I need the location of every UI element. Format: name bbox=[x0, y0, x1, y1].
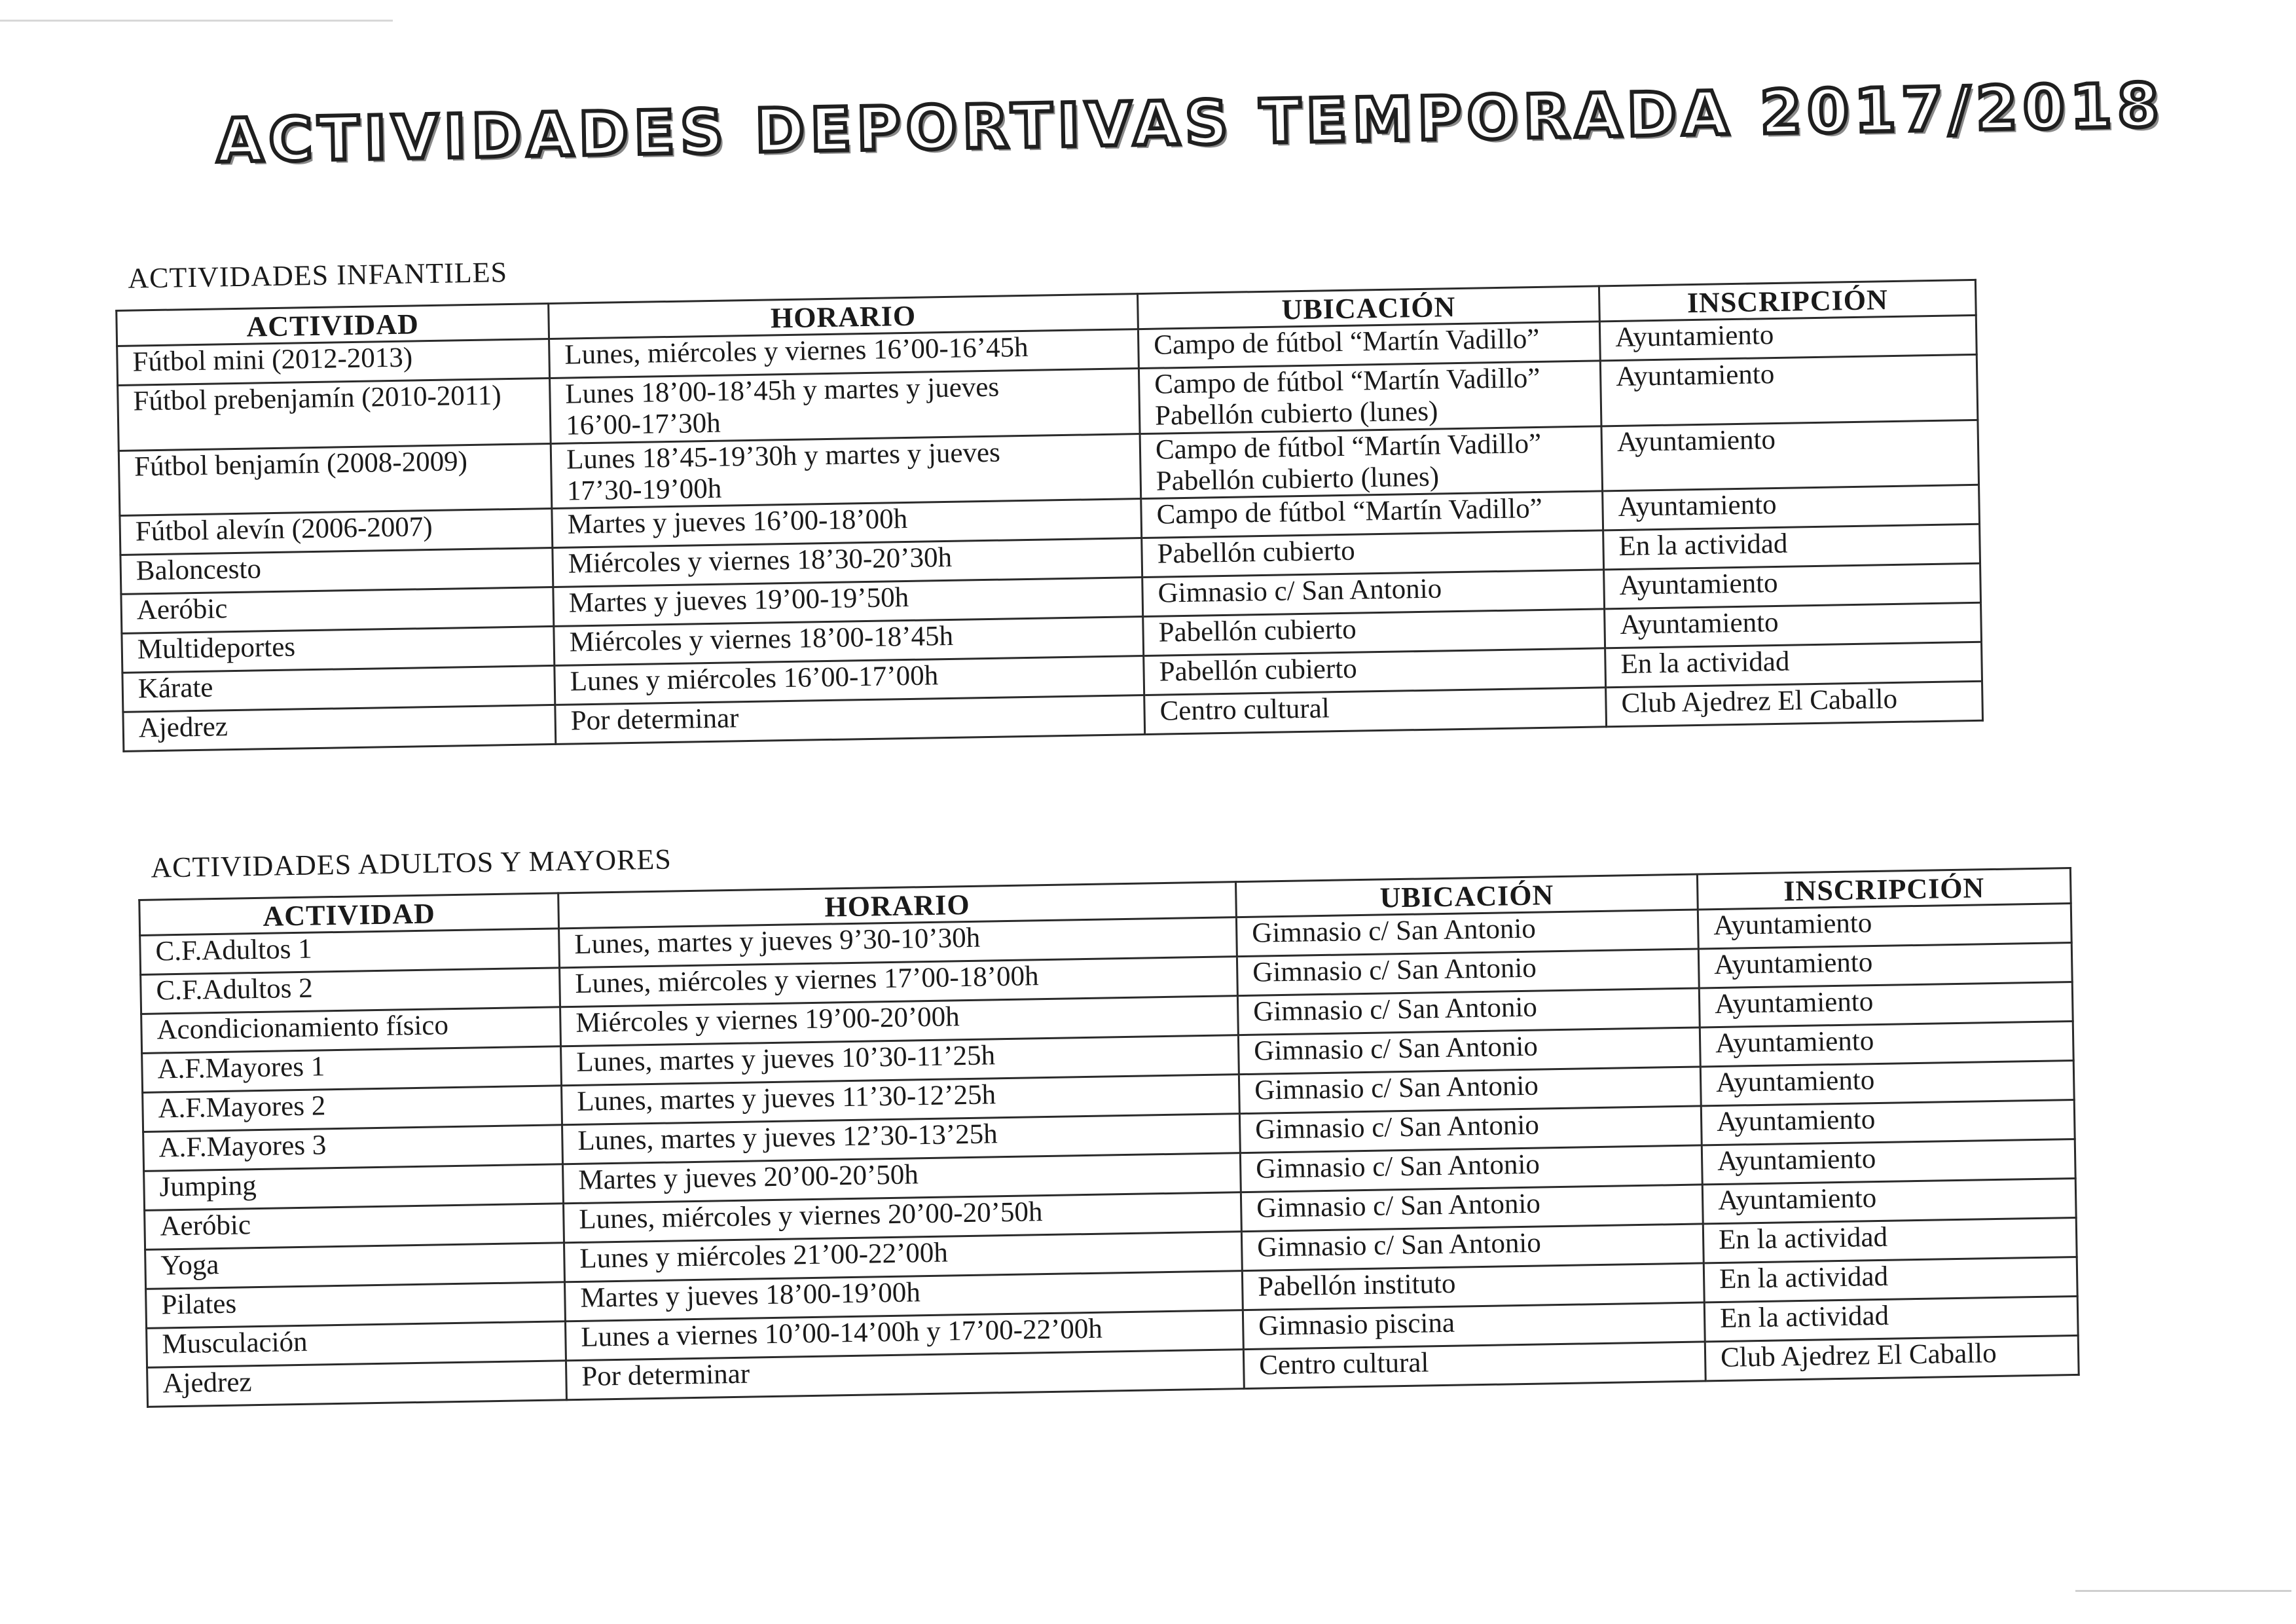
cell-horario: Lunes, martes y jueves 11’30-12’25h bbox=[562, 1075, 1240, 1125]
header-horario: HORARIO bbox=[558, 882, 1237, 929]
cell-ubicacion-line: Campo de fútbol “Martín Vadillo” bbox=[1156, 492, 1543, 530]
cell-ubicacion: Gimnasio c/ San Antonio bbox=[1237, 988, 1700, 1035]
cell-horario: Lunes, martes y jueves 9’30-10’30h bbox=[559, 917, 1237, 968]
cell-actividad: Acondicionamiento físico bbox=[141, 1007, 561, 1054]
cell-horario: Lunes, miércoles y viernes 17’00-18’00h bbox=[560, 957, 1238, 1007]
cell-horario-line: Lunes 18’45-19’30h y martes y jueves bbox=[566, 437, 1001, 475]
cell-inscripcion: En la actividad bbox=[1605, 642, 1982, 688]
cell-horario-line: Lunes, miércoles y viernes 16’00-16’45h bbox=[564, 332, 1029, 371]
cell-horario: Martes y jueves 20’00-20’50h bbox=[563, 1153, 1241, 1204]
cell-horario: Lunes a viernes 10’00-14’00h y 17’00-22’00h bbox=[565, 1310, 1243, 1361]
header-ubicacion: UBICACIÓN bbox=[1138, 286, 1600, 329]
cell-ubicacion-line: Gimnasio c/ San Antonio bbox=[1157, 573, 1442, 609]
header-horario: HORARIO bbox=[549, 294, 1139, 339]
cell-ubicacion: Gimnasio c/ San Antonio bbox=[1236, 910, 1698, 957]
table-adultos bbox=[138, 867, 2079, 1408]
cell-horario-line: Martes y jueves 16’00-18’00h bbox=[567, 503, 908, 540]
cell-horario-line: 16’00-17’30h bbox=[565, 408, 721, 442]
cell-ubicacion: Pabellón instituto bbox=[1242, 1263, 1704, 1310]
cell-horario: Miércoles y viernes 19’00-20’00h bbox=[560, 996, 1239, 1046]
cell-inscripcion: Club Ajedrez El Caballo bbox=[1705, 1336, 2079, 1381]
cell-inscripcion: En la actividad bbox=[1703, 1218, 2077, 1263]
table-infantiles bbox=[115, 279, 1984, 752]
cell-actividad: A.F.Mayores 3 bbox=[143, 1125, 563, 1172]
cell-inscripcion: Ayuntamiento bbox=[1701, 1100, 2075, 1145]
cell-ubicacion bbox=[1144, 688, 1607, 735]
scan-edge-bottom bbox=[2075, 1590, 2291, 1592]
cell-ubicacion bbox=[1139, 361, 1601, 434]
cell-actividad: Ajedrez bbox=[147, 1361, 567, 1407]
cell-actividad: Aeróbic bbox=[145, 1204, 564, 1250]
table-body-infantiles bbox=[117, 316, 1983, 752]
cell-inscripcion: Ayuntamiento bbox=[1601, 420, 1979, 491]
cell-ubicacion-line: Campo de fútbol “Martín Vadillo” bbox=[1153, 323, 1540, 361]
cell-actividad: Fútbol mini (2012-2013) bbox=[117, 339, 550, 386]
cell-horario-line: Lunes 18’00-18’45h y martes y jueves bbox=[565, 371, 1000, 410]
cell-actividad: Musculación bbox=[147, 1321, 566, 1368]
section-title-adultos: ACTIVIDADES ADULTOS Y MAYORES bbox=[151, 843, 672, 884]
cell-ubicacion: Gimnasio c/ San Antonio bbox=[1241, 1224, 1704, 1271]
cell-inscripcion: Ayuntamiento bbox=[1700, 1022, 2073, 1067]
cell-ubicacion: Gimnasio piscina bbox=[1243, 1302, 1705, 1350]
cell-inscripcion: En la actividad bbox=[1704, 1297, 2078, 1342]
cell-actividad: Fútbol prebenjamín (2010-2011) bbox=[118, 378, 551, 451]
cell-inscripcion: Ayuntamiento bbox=[1699, 982, 2073, 1027]
cell-horario: Lunes, martes y jueves 10’30-11’25h bbox=[561, 1035, 1239, 1086]
cell-ubicacion: Gimnasio c/ San Antonio bbox=[1239, 1067, 1701, 1114]
cell-horario-line: Miércoles y viernes 18’30-20’30h bbox=[568, 542, 953, 580]
cell-actividad: A.F.Mayores 2 bbox=[143, 1086, 562, 1132]
cell-horario bbox=[551, 434, 1141, 508]
cell-inscripcion: En la actividad bbox=[1704, 1257, 2077, 1302]
page-title: ACTIVIDADES DEPORTIVAS TEMPORADA 2017/2018 bbox=[216, 70, 2165, 176]
cell-horario: Por determinar bbox=[566, 1350, 1244, 1400]
cell-actividad: C.F.Adultos 2 bbox=[141, 968, 560, 1014]
cell-actividad: Ajedrez bbox=[123, 705, 556, 751]
cell-ubicacion-line: Campo de fútbol “Martín Vadillo” bbox=[1155, 428, 1542, 466]
cell-inscripcion: Ayuntamiento bbox=[1698, 904, 2071, 949]
cell-ubicacion-line: Pabellón cubierto (lunes) bbox=[1154, 396, 1438, 432]
section-adultos bbox=[137, 819, 2080, 1408]
cell-ubicacion: Gimnasio c/ San Antonio bbox=[1239, 1106, 1702, 1153]
cell-actividad: Jumping bbox=[144, 1164, 564, 1211]
scan-edge-top bbox=[0, 20, 393, 22]
cell-actividad: A.F.Mayores 1 bbox=[142, 1046, 562, 1093]
cell-horario bbox=[550, 369, 1140, 443]
cell-actividad: Baloncesto bbox=[120, 547, 553, 594]
header-inscripcion: INSCRIPCIÓN bbox=[1599, 280, 1976, 322]
cell-horario-line: Miércoles y viernes 18’00-18’45h bbox=[569, 620, 954, 658]
cell-inscripcion: Ayuntamiento bbox=[1702, 1139, 2075, 1185]
cell-ubicacion: Centro cultural bbox=[1243, 1342, 1705, 1389]
cell-ubicacion-line: Campo de fútbol “Martín Vadillo” bbox=[1154, 363, 1540, 400]
header-actividad: ACTIVIDAD bbox=[117, 304, 549, 346]
cell-ubicacion bbox=[1140, 426, 1603, 498]
cell-ubicacion-line: Pabellón cubierto bbox=[1158, 614, 1357, 648]
header-actividad: ACTIVIDAD bbox=[139, 893, 559, 936]
cell-inscripcion: Ayuntamiento bbox=[1702, 1179, 2076, 1224]
cell-actividad: C.F.Adultos 1 bbox=[140, 929, 560, 975]
cell-ubicacion-line: Pabellón cubierto (lunes) bbox=[1156, 461, 1440, 497]
cell-inscripcion: En la actividad bbox=[1603, 524, 1980, 570]
cell-actividad: Aeróbic bbox=[121, 587, 554, 633]
cell-actividad: Multideportes bbox=[122, 626, 555, 673]
section-infantiles bbox=[115, 231, 1984, 752]
cell-actividad: Fútbol benjamín (2008-2009) bbox=[118, 443, 552, 515]
cell-ubicacion: Gimnasio c/ San Antonio bbox=[1238, 1027, 1700, 1075]
cell-actividad: Kárate bbox=[122, 665, 555, 712]
cell-inscripcion: Ayuntamiento bbox=[1603, 485, 1980, 530]
cell-inscripcion: Ayuntamiento bbox=[1600, 355, 1978, 426]
cell-horario: Martes y jueves 18’00-19’00h bbox=[564, 1271, 1243, 1321]
cell-ubicacion: Gimnasio c/ San Antonio bbox=[1241, 1185, 1703, 1232]
table-body-adultos bbox=[140, 904, 2079, 1407]
cell-actividad: Pilates bbox=[146, 1282, 566, 1329]
cell-inscripcion: Ayuntamiento bbox=[1599, 316, 1977, 361]
cell-inscripcion: Club Ajedrez El Caballo bbox=[1606, 681, 1983, 727]
cell-inscripcion: Ayuntamiento bbox=[1700, 1061, 2074, 1106]
cell-horario-line: Por determinar bbox=[570, 703, 739, 737]
cell-ubicacion-line: Pabellón cubierto bbox=[1157, 535, 1356, 570]
cell-ubicacion: Gimnasio c/ San Antonio bbox=[1240, 1145, 1702, 1192]
cell-inscripcion: Ayuntamiento bbox=[1605, 602, 1982, 648]
header-ubicacion: UBICACIÓN bbox=[1236, 874, 1698, 917]
cell-horario: Lunes, miércoles y viernes 20’00-20’50h bbox=[564, 1192, 1242, 1243]
cell-ubicacion-line: Pabellón cubierto bbox=[1159, 653, 1358, 688]
cell-horario: Lunes, martes y jueves 12’30-13’25h bbox=[562, 1114, 1241, 1164]
cell-horario-line: 17’30-19’00h bbox=[566, 473, 722, 507]
cell-ubicacion-line: Centro cultural bbox=[1159, 693, 1330, 727]
cell-inscripcion: Ayuntamiento bbox=[1698, 943, 2072, 988]
cell-horario-line: Martes y jueves 19’00-19’50h bbox=[568, 581, 909, 619]
cell-actividad: Yoga bbox=[145, 1243, 565, 1289]
cell-horario-line: Lunes y miércoles 16’00-17’00h bbox=[570, 660, 939, 697]
section-title-infantiles: ACTIVIDADES INFANTILES bbox=[128, 256, 508, 295]
cell-inscripcion: Ayuntamiento bbox=[1604, 563, 1981, 609]
cell-ubicacion: Gimnasio c/ San Antonio bbox=[1237, 949, 1699, 996]
header-inscripcion: INSCRIPCIÓN bbox=[1697, 868, 2071, 910]
cell-actividad: Fútbol alevín (2006-2007) bbox=[120, 508, 553, 555]
cell-horario: Lunes y miércoles 21’00-22’00h bbox=[564, 1232, 1243, 1282]
